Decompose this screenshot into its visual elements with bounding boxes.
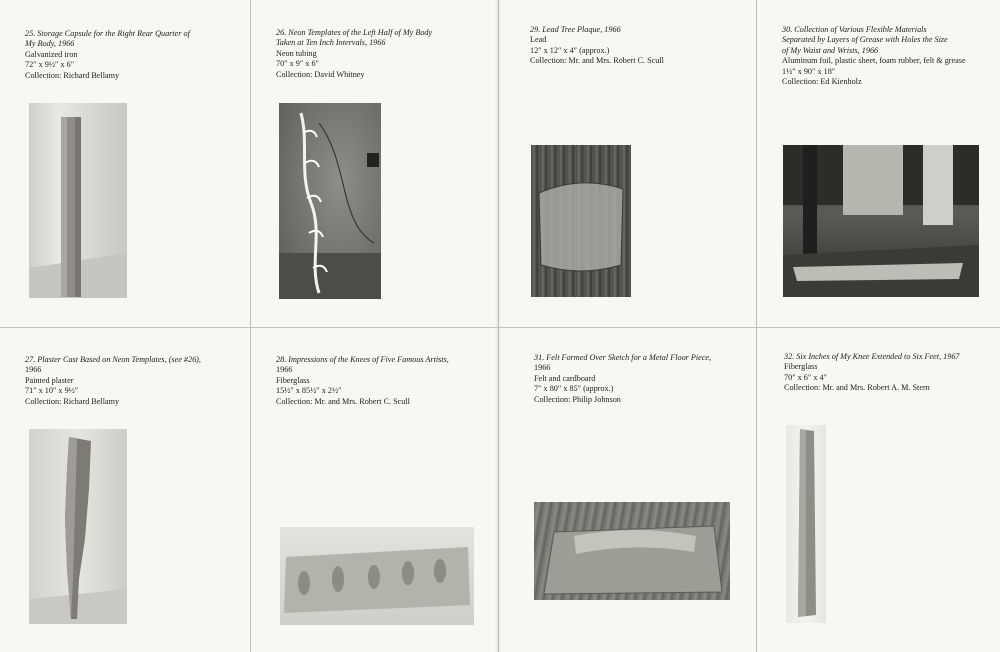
entry-collection: Collection: Mr. and Mrs. Robert C. Scull [530, 56, 664, 66]
entry-title: 26. Neon Templates of the Left Half of My Body [276, 28, 433, 37]
fold-line [0, 327, 1000, 328]
fold-line [498, 0, 499, 652]
entry-dimensions: 1½″ x 90″ x 18″ [782, 66, 836, 76]
neon-tubing-photo [279, 103, 381, 299]
entry-medium: Felt and cardboard [534, 373, 596, 383]
entry-dimensions: 70″ x 6″ x 4″ [784, 372, 827, 382]
entry-title: 27. Plaster Cast Based on Neon Templates, (see #26), [25, 355, 201, 364]
entry-medium: Galvanized iron [25, 49, 78, 59]
entry-collection: Collection: Mr. and Mrs. Robert C. Scull [276, 396, 410, 406]
felt-floor-piece-photo [534, 502, 730, 600]
flexible-materials-photo [783, 145, 979, 297]
knee-extension-photo [786, 425, 826, 623]
entry-dimensions: 70″ x 9″ x 6″ [276, 59, 319, 69]
entry-dimensions: 12″ x 12″ x 4″ (approx.) [530, 45, 610, 55]
metal-capsule-photo [29, 103, 127, 298]
entry-title: 1966 [534, 363, 551, 373]
fold-line [250, 0, 251, 652]
entry-title: 1966 [25, 365, 42, 375]
entry-title: 29. Lead Tree Plaque, 1966 [530, 25, 621, 34]
entry-medium: Lead [530, 35, 547, 45]
entry-28-caption [276, 355, 449, 407]
entry-medium: Aluminum foil, plastic sheet, foam rubber, felt & grease [782, 56, 966, 66]
entry-dimensions: 72″ x 9½″ x 6″ [25, 60, 75, 70]
entry-collection: Collection: Mr. and Mrs. Robert A. M. Stern [784, 383, 930, 393]
entry-dimensions: 71″ x 10″ x 9½″ [25, 386, 79, 396]
entry-title: 30. Collection of Various Flexible Materials [782, 25, 927, 34]
entry-title: 1966 [276, 365, 293, 375]
entry-27-caption [25, 355, 201, 407]
entry-collection: Collection: Ed Kienholz [782, 77, 862, 87]
knee-impressions-photo [280, 527, 474, 625]
entry-medium: Fiberglass [784, 362, 818, 372]
entry-29-caption [530, 25, 664, 67]
entry-25-caption [25, 29, 190, 81]
entry-32-caption [784, 352, 960, 394]
entry-medium: Fiberglass [276, 375, 310, 385]
entry-title: 31. Felt Formed Over Sketch for a Metal Floor Piece, [534, 353, 712, 362]
entry-title: of My Waist and Wrists, 1966 [782, 45, 879, 55]
fold-line [756, 0, 757, 652]
entry-26-caption [276, 28, 432, 80]
entry-collection: Collection: Philip Johnson [534, 394, 621, 404]
entry-collection: Collection: Richard Bellamy [25, 70, 120, 80]
entry-title: 32. Six Inches of My Knee Extended to Six Feet, 1967 [784, 352, 960, 361]
entry-title: 25. Storage Capsule for the Right Rear Quarter of [25, 29, 190, 38]
entry-collection: Collection: David Whitney [276, 69, 365, 79]
tree-plaque-photo [531, 145, 631, 297]
entry-dimensions: 7″ x 80″ x 85″ (approx.) [534, 384, 614, 394]
entry-title: My Body, 1966 [25, 39, 75, 49]
entry-31-caption [534, 353, 711, 405]
entry-title: 28. Impressions of the Knees of Five Famous Artists, [276, 355, 449, 364]
entry-title: Separated by Layers of Grease with Holes the Size [782, 35, 948, 45]
plaster-cast-photo [29, 429, 127, 624]
entry-dimensions: 15½″ x 85½″ x 2½″ [276, 386, 342, 396]
entry-title: Taken at Ten Inch Intervals, 1966 [276, 38, 386, 48]
entry-medium: Painted plaster [25, 375, 74, 385]
entry-medium: Neon tubing [276, 48, 317, 58]
entry-30-caption [782, 25, 966, 87]
entry-collection: Collection: Richard Bellamy [25, 396, 120, 406]
